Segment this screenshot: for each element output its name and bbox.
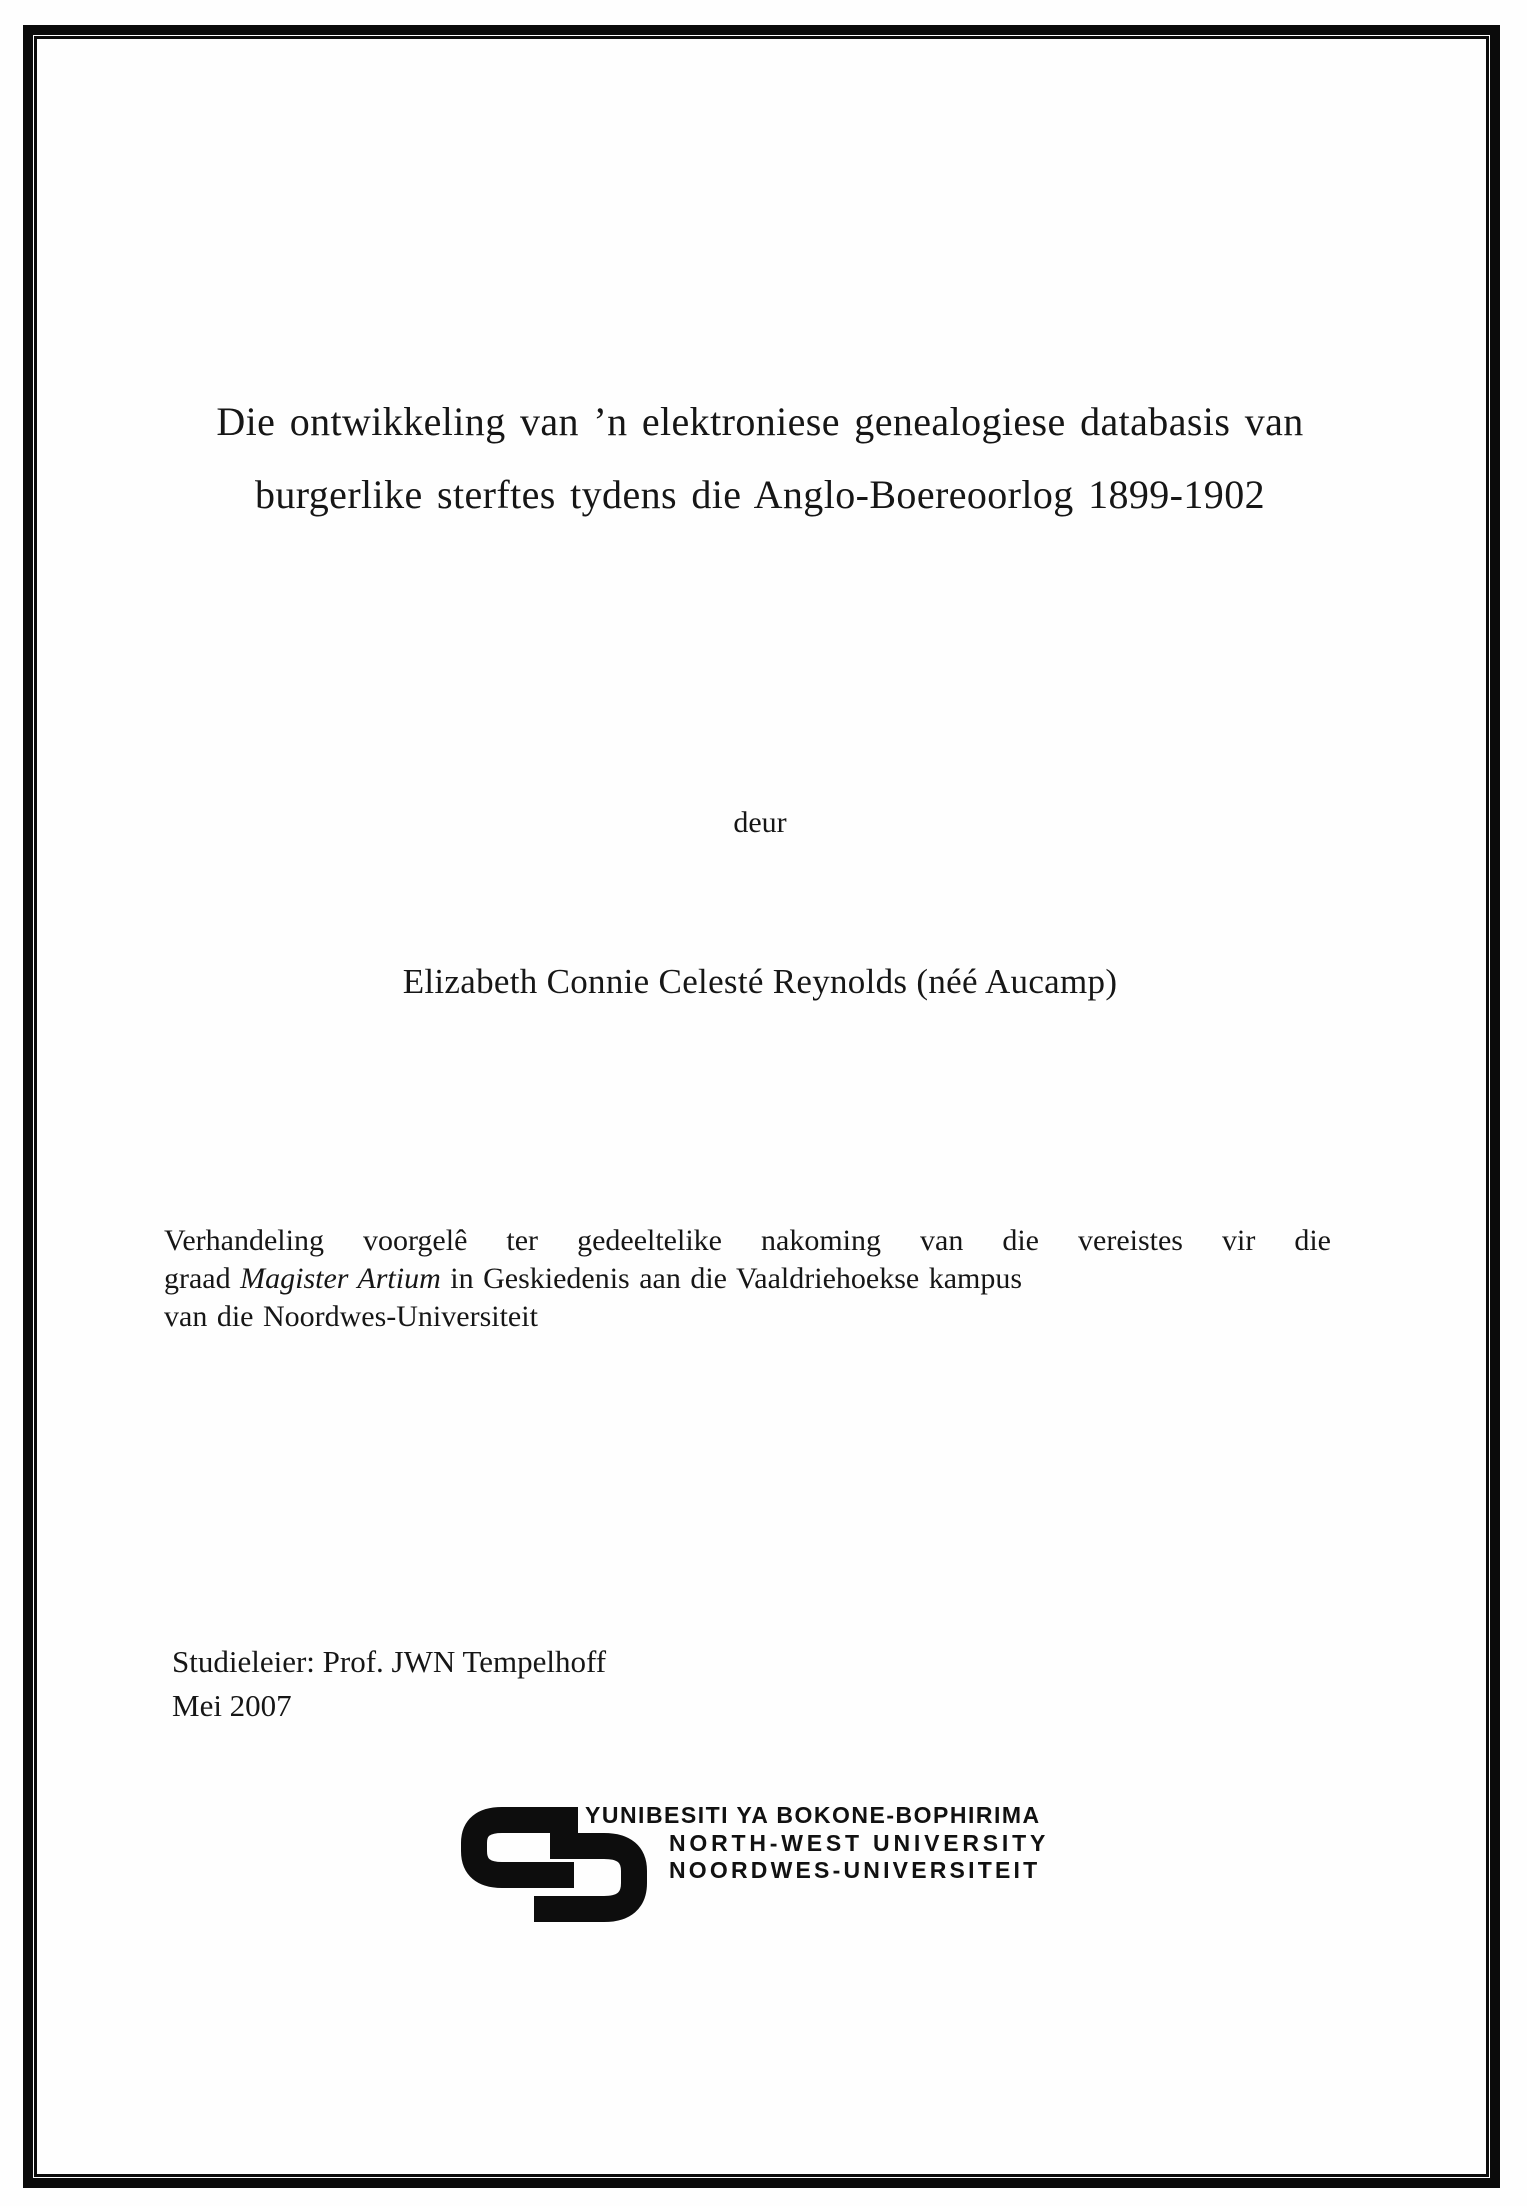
byline-deur: deur (733, 806, 787, 839)
thesis-title-line2: burgerlike sterftes tydens die Anglo-Boereoorlog 1899-1902 (254, 472, 1266, 517)
thesis-note-line1: Verhandeling voorgelê ter gedeeltelike nakoming van die vereistes vir die (164, 1224, 1331, 1257)
logo-text-setswana: YUNIBESITI YA BOKONE-BOPHIRIMA (585, 1802, 1041, 1828)
degree-name-italic: Magister Artium (240, 1262, 441, 1295)
supervisor-line: Studieleier: Prof. JWN Tempelhoff (172, 1644, 607, 1679)
date-line: Mei 2007 (172, 1688, 292, 1723)
thesis-note-line2-suffix: in Geskiedenis aan die Vaaldriehoekse kampus (440, 1262, 1023, 1295)
thesis-note-line3: van die Noordwes-Universiteit (164, 1300, 538, 1333)
logo-text-english: NORTH-WEST UNIVERSITY (669, 1830, 1050, 1856)
supervisor-block (172, 1640, 606, 1728)
thesis-note-line2-prefix: graad (164, 1262, 241, 1295)
thesis-title-line1: Die ontwikkeling van ’n elektroniese genealogiese databasis van (216, 399, 1304, 444)
logo-text-afrikaans: NOORDWES-UNIVERSITEIT (669, 1857, 1041, 1883)
author-name: Elizabeth Connie Celesté Reynolds (néé Aucamp) (402, 962, 1118, 1001)
thesis-note-line2 (164, 1260, 1331, 1298)
